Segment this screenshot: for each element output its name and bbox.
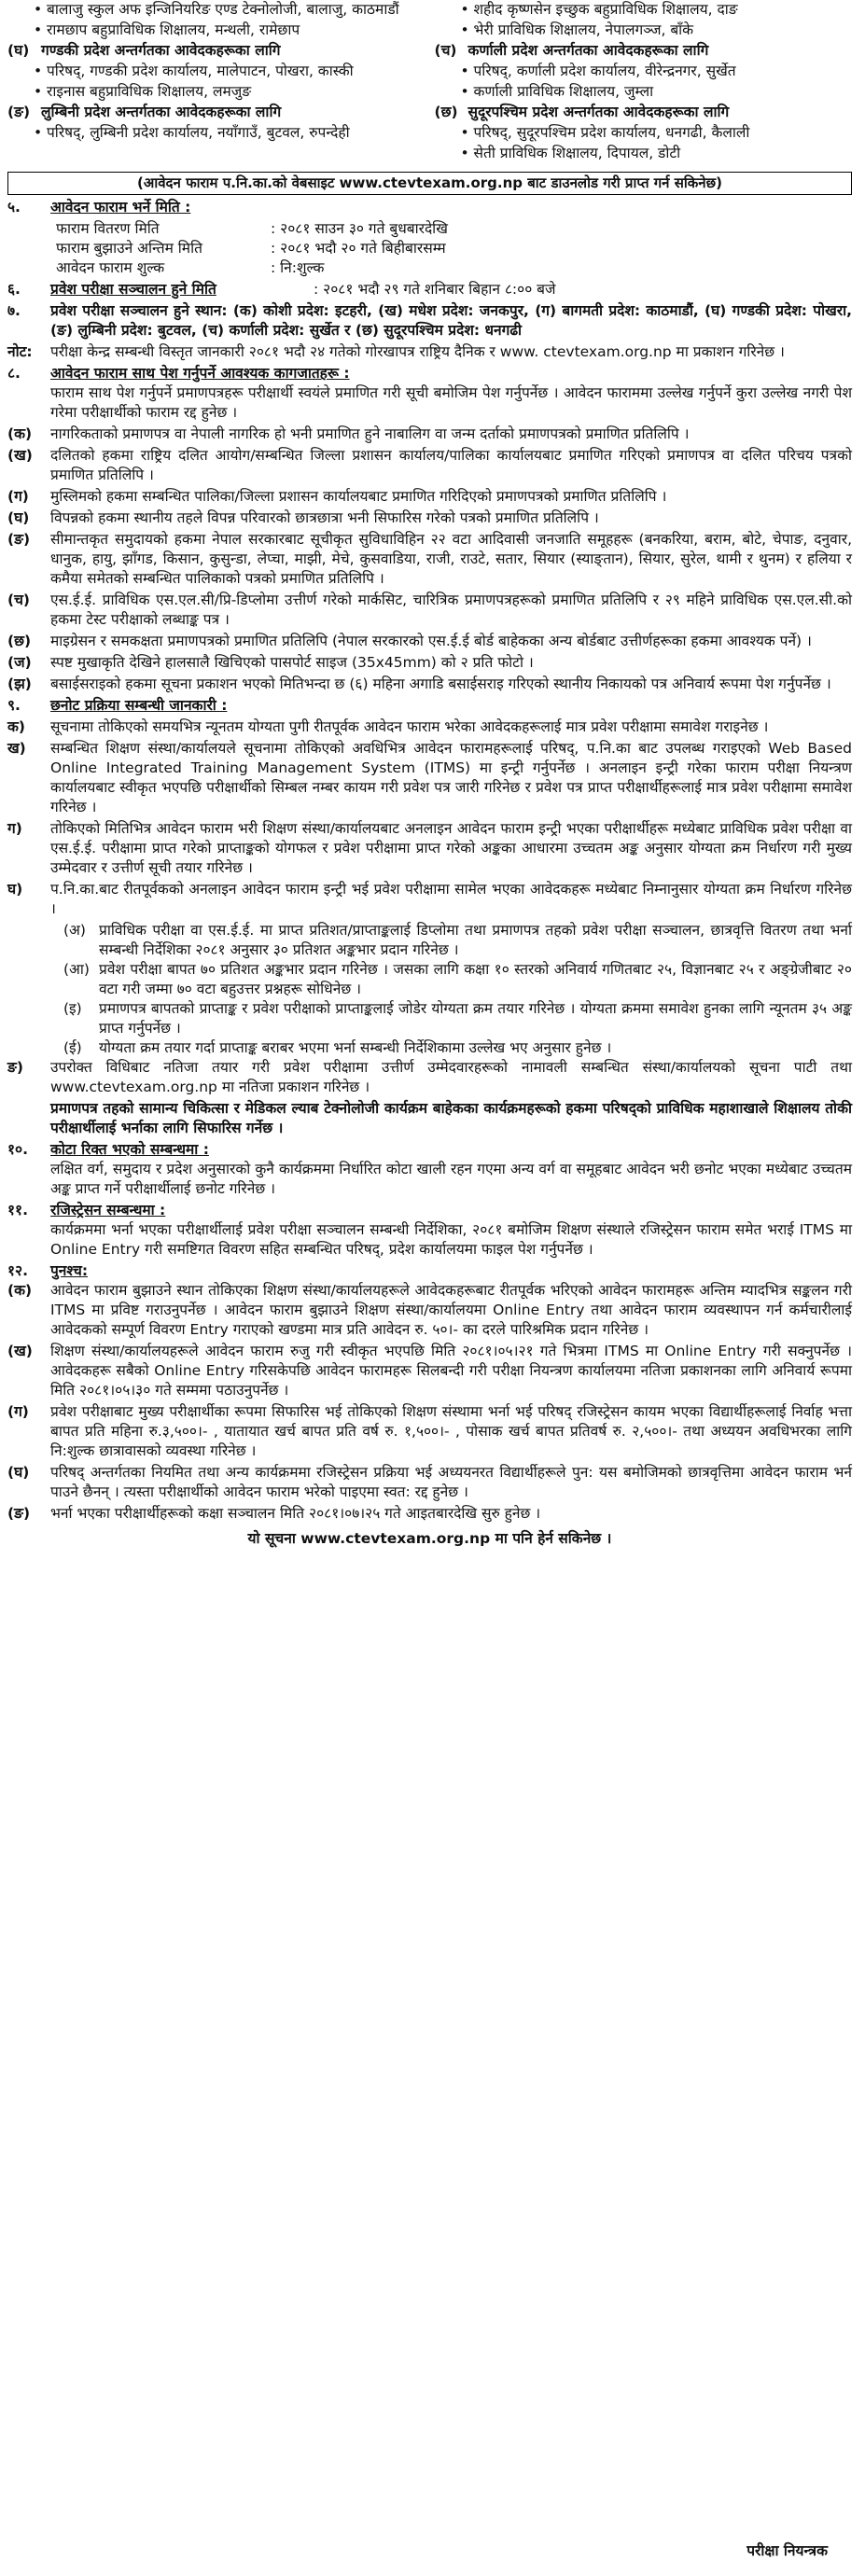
province-mark: (च) <box>434 42 457 59</box>
postscript-list <box>7 1281 852 1524</box>
section-number: ७. <box>7 302 21 319</box>
office-item <box>435 144 853 163</box>
section-11-text <box>7 1220 852 1260</box>
office-name: • शहीद कृष्णसेन इच्छुक बहुप्राविधिक शिक्षालय, दाङ <box>473 1 738 18</box>
office-name: • राइनास बहुप्राविधिक शिक्षालय, लमजुङ <box>47 83 252 100</box>
office-name: • परिषद्, सुदूरपश्चिम प्रदेश कार्यालय, धनगढी, कैलाली <box>473 124 750 141</box>
item-marker: (ख) <box>7 1343 33 1359</box>
section-12-heading <box>7 1261 852 1281</box>
item-marker: (ङ) <box>7 531 31 548</box>
province-heading <box>435 41 853 61</box>
item-marker: (ई) <box>63 1039 82 1056</box>
province-mark: (ङ) <box>7 104 31 120</box>
section-9-tail <box>7 1099 852 1138</box>
list-item <box>7 1281 852 1340</box>
section-title: कोटा रिक्त भएको सम्बन्धमा : <box>50 1141 209 1158</box>
office-item <box>7 62 426 81</box>
label: आवेदन फाराम शुल्क <box>56 259 165 276</box>
section-number: ६. <box>7 281 21 298</box>
document-list <box>7 425 852 694</box>
item-text: परिषद् अन्तर्गतका नियमित तथा अन्य कार्यक्रममा रजिस्ट्रेसन प्रक्रिया भई अध्ययनरत विद्यार्थीहरूले पुन: यस बमोजिमको छात्रवृत्तिमा आवेदन फाराम भर्न पाउने छैनन् । त्यस्ता परीक्षार्थीको आवेदन फाराम भरेको पाइएमा स्वत: रद्द हुनेछ । <box>50 1464 852 1500</box>
item-marker: (आ) <box>63 961 90 978</box>
office-item <box>435 82 853 102</box>
section-number: ८. <box>7 365 21 382</box>
item-text: प्रमाणपत्र बापतको प्राप्ताङ्क र प्रवेश परीक्षाको प्राप्ताङ्कलाई जोडेर योग्यता क्रम तयार गरिनेछ । योग्यता क्रममा समावेश हुनका लागि न्यूनतम ३५ अङ्क प्राप्त गर्नुपर्नेछ । <box>99 1000 852 1037</box>
download-notice-box: (आवेदन फाराम प.नि.का.को वेबसाइट www.ctevtexam.org.np बाट डाउनलोड गरी प्राप्त गर्न सकिनेछ) <box>7 172 852 195</box>
label: फाराम वितरण मिति <box>56 220 160 237</box>
selection-sub-list <box>7 921 852 1058</box>
list-item <box>7 530 852 589</box>
list-item <box>7 880 852 919</box>
item-marker: (झ) <box>7 675 32 692</box>
exam-venues: प्रवेश परीक्षा सञ्चालन हुने स्थान: (क) कोशी प्रदेश: इटहरी, (ख) मधेश प्रदेश: जनकपुर, (ग) बागमती प्रदेश: काठमाडौं, (घ) गण्डकी प्रदेश: पोखरा, (ङ) लुम्बिनी प्रदेश: बुटवल, (च) कर्णाली प्रदेश: सुर्खेत र (छ) सुदूरपश्चिम प्रदेश: धनगढी <box>50 302 852 339</box>
section-8-heading <box>7 364 852 383</box>
list-item <box>7 446 852 485</box>
list-item <box>7 487 852 507</box>
office-name: • परिषद्, कर्णाली प्रदेश कार्यालय, वीरेन्द्रनगर, सुर्खेत <box>473 63 736 79</box>
selection-list <box>7 717 852 919</box>
office-name: • कर्णाली प्राविधिक शिक्षालय, जुम्ला <box>473 83 654 100</box>
item-marker: (क) <box>7 425 33 442</box>
signature: परीक्षा नियन्त्रक <box>746 2542 828 2559</box>
section-number: १२. <box>7 1262 29 1279</box>
province-title: कर्णाली प्रदेश अन्तर्गतका आवेदकहरूका लागि <box>467 42 709 59</box>
office-item <box>7 0 426 20</box>
item-text: नागरिकताको प्रमाणपत्र वा नेपाली नागरिक हो भनी प्रमाणित हुने नाबालिग वा जन्म दर्ताको प्रमाणपत्रको प्रमाणित प्रतिलिपि । <box>50 425 690 442</box>
list-item <box>7 675 852 694</box>
form-fee-row <box>7 258 852 278</box>
province-title: सुदूरपश्चिम प्रदेश अन्तर्गतका आवेदकहरूका लागि <box>467 104 730 120</box>
item-text: सीमान्तकृत समुदायको हकमा नेपाल सरकारबाट सूचीकृत सुविधाविहिन २२ वटा आदिवासी जनजाति समूहहरू (बनकरिया, बराम, बोटे, चेपाङ, दनुवार, धानुक, हायु, झाँगड, किसान, कुसुन्डा, लेप्चा, माझी, मेचे, कुसवाडिया, राजी, राउटे, सतार, सियार (स्याङ्तान), सियार, सुरेल, थामी र थुनम) र हलिया र कमैया समेतको सम्बन्धित पालिकाको पत्रको प्रमाणित प्रतिलिपि । <box>50 531 852 587</box>
item-text: योग्यता क्रम तयार गर्दा प्राप्ताङ्क बराबर भएमा भर्ना सम्बन्धी निर्देशिकामा उल्लेख भए अनुसार हुनेछ । <box>99 1039 612 1056</box>
item-text: प्राविधिक परीक्षा वा एस.ई.ई. मा प्राप्त प्रतिशत/प्राप्ताङ्कलाई डिप्लोमा तथा प्रमाणपत्र तहको प्रवेश परीक्षा सञ्चालन, छात्रवृत्ति वितरण तथा भर्ना सम्बन्धी निर्देशिका २०८१ अनुसार ३० प्रतिशत अङ्कभार प्रदान गरिनेछ । <box>99 922 852 958</box>
section-title: छनोट प्रक्रिया सम्बन्धी जानकारी : <box>50 697 228 714</box>
note-label: नोट: <box>7 343 33 360</box>
section-10-heading <box>7 1140 852 1160</box>
office-item <box>435 62 853 81</box>
item-marker: (च) <box>7 592 31 608</box>
paragraph: फाराम साथ पेश गर्नुपर्ने प्रमाणपत्रहरू परीक्षार्थी स्वयंले प्रमाणित गरी सूची बमोजिम पेश गर्नुपर्नेछ । आवेदन फाराममा उल्लेख गर्नुपर्ने कुरा उल्लेख नगरी पेश गरेमा परीक्षार्थीको फाराम रद्द हुनेछ । <box>50 384 852 421</box>
office-item <box>7 82 426 102</box>
item-marker: (इ) <box>63 1000 82 1017</box>
item-marker: घ) <box>7 881 23 898</box>
list-item <box>7 1058 852 1097</box>
sub-item <box>7 921 852 960</box>
item-text: तोकिएको मितिभित्र आवेदन फाराम भरी शिक्षण संस्था/कार्यालयबाट अनलाइन आवेदन फाराम इन्ट्री भएका परीक्षार्थीहरू मध्येबाट प्राविधिक प्रवेश परीक्षा वा एस.ई.ई. परीक्षामा प्राप्त गरेको प्राप्ताङ्कको योगफल र प्रवेश परीक्षामा प्राप्त गरेको अङ्कका आधारमा उच्चतम अङ्क अनुसार योग्यता क्रम निर्धारण गरी मुख्य उम्मेदवार र उत्तीर्ण सूची तयार गरिनेछ । <box>50 820 852 876</box>
province-heading <box>7 41 426 61</box>
item-text: सूचनामा तोकिएको समयभित्र न्यूनतम योग्यता पुगी रीतपूर्वक आवेदन फाराम भरेका आवेदकहरूलाई मात्र प्रवेश परीक्षामा समावेश गराइनेछ । <box>50 718 769 735</box>
office-name: • सेती प्राविधिक शिक्षालय, दिपायल, डोटी <box>473 145 681 161</box>
section-title: पुनश्च: <box>50 1262 89 1279</box>
office-name: • बालाजु स्कुल अफ इन्जिनियरिङ एण्ड टेक्नोलोजी, बालाजु, काठमाडौं <box>47 1 399 18</box>
section-number: ११. <box>7 1202 29 1218</box>
label: फाराम बुझाउने अन्तिम मिति <box>56 240 202 257</box>
sub-item <box>7 1038 852 1058</box>
list-item <box>7 1504 852 1524</box>
item-text: आवेदन फाराम बुझाउने स्थान तोकिएका शिक्षण संस्था/कार्यालयहरूले आवेदकहरूबाट रीतपूर्वक भरिएको आवेदन फारामहरू अन्तिम म्यादभित्र सङ्कलन गरी ITMS मा प्रविष्ट गराउनुपर्नेछ । आवेदन फाराम बुझाउने शिक्षण संस्था/कार्यालयमा Online Entry तथा आवेदन फाराम व्यवस्थापन गर्न कर्मचारीलाई आवेदकको सम्पूर्ण विवरण Entry गराएको खण्डमा मात्र प्रति आवेदन रु. ५०।- का दरले पारिश्रमिक प्रदान गरिनेछ । <box>50 1282 852 1338</box>
list-item <box>7 632 852 651</box>
item-marker: (घ) <box>7 509 30 526</box>
list-item <box>7 1463 852 1502</box>
section-title: आवेदन फाराम भर्ने मिति : <box>50 199 191 216</box>
item-marker: क) <box>7 718 25 735</box>
province-title: गण्डकी प्रदेश अन्तर्गतका आवेदकहरूका लागि <box>41 42 281 59</box>
sub-item <box>7 960 852 999</box>
section-number: ५. <box>7 199 21 216</box>
province-mark: (घ) <box>7 42 30 59</box>
section-title: आवेदन फाराम साथ पेश गर्नुपर्ने आवश्यक कागजातहरू : <box>50 365 350 382</box>
item-text: दलितको हकमा राष्ट्रिय दलित आयोग/सम्बन्धित जिल्ला प्रशासन कार्यालय/पालिका कार्यालयबाट प्रमाणित गरिएको प्रमाणपत्र वा दलित परिचय पत्रको प्रमाणित प्रतिलिपि । <box>50 447 852 483</box>
section-number: ९. <box>7 697 21 714</box>
paragraph: कार्यक्रममा भर्ना भएका परीक्षार्थीलाई प्रवेश परीक्षा सञ्चालन सम्बन्धी निर्देशिका, २०८१ बमोजिम शिक्षण संस्थाले रजिस्ट्रेसन फाराम समेत भराई ITMS मा Online Entry गरी समष्टिगत विवरण सहित सम्बन्धित परिषद्, प्रदेश कार्यालयमा फाइल पेश गर्नुपर्नेछ । <box>50 1221 852 1258</box>
section-title: प्रवेश परीक्षा सञ्चालन हुने मिति <box>50 281 216 298</box>
section-title: रजिस्ट्रेसन सम्बन्धमा : <box>50 1202 166 1218</box>
item-text: विपन्नको हकमा स्थानीय तहले विपन्न परिवारको छात्रछात्रा भनी सिफारिस गरेको पत्रको प्रमाणित प्रतिलिपि । <box>50 509 599 526</box>
item-marker: ख) <box>7 740 26 757</box>
item-text: स्पष्ट मुखाकृति देखिने हालसालै खिचिएको पासपोर्ट साइज (35x45mm) को २ प्रति फोटो । <box>50 654 534 671</box>
office-item <box>435 123 853 143</box>
section-9-heading <box>7 696 852 716</box>
office-item <box>435 0 853 20</box>
section-8-intro <box>7 383 852 423</box>
office-name: • भेरी प्राविधिक शिक्षालय, नेपालगञ्ज, बाँके <box>473 21 694 38</box>
item-text: बसाईसराइको हकमा सूचना प्रकाशन भएको मितिभन्दा छ (६) महिना अगाडि बसाईसराइ गरिएको स्थानीय निकायको पत्र अनिवार्य रूपमा पेश गर्नुपर्नेछ । <box>50 675 831 692</box>
section-number: १०. <box>7 1141 29 1158</box>
province-title: लुम्बिनी प्रदेश अन्तर्गतका आवेदकहरूका लागि <box>41 104 282 120</box>
item-marker: (घ) <box>7 1464 30 1481</box>
item-marker: ङ) <box>7 1059 23 1076</box>
section-5-heading <box>7 198 852 217</box>
list-item <box>7 1402 852 1461</box>
item-text: भर्ना भएका परीक्षार्थीहरूको कक्षा सञ्चालन मिति २०८१।०७।२५ गते आइतबारदेखि सुरु हुनेछ । <box>50 1505 541 1522</box>
value: : २०८१ साउन ३० गते बुधबारदेखि <box>271 220 448 237</box>
office-name: • परिषद्, गण्डकी प्रदेश कार्यालय, मालेपाटन, पोखरा, कास्की <box>47 63 354 79</box>
form-date-row <box>7 219 852 239</box>
office-list <box>7 0 852 164</box>
item-marker: (क) <box>7 1282 33 1299</box>
section-6 <box>7 280 852 299</box>
item-marker: (ज) <box>7 654 32 671</box>
office-item <box>7 21 426 40</box>
exam-date: : २०८१ भदौ २९ गते शनिबार बिहान ८:०० बजे <box>314 281 556 298</box>
list-item <box>7 591 852 630</box>
selection-list-cont <box>7 1058 852 1097</box>
section-7 <box>7 301 852 341</box>
item-text: प्रवेश परीक्षाबाट मुख्य परीक्षार्थीका रूपमा सिफारिस भई तोकिएको शिक्षण संस्थामा भर्ना भई परिषद् रजिस्ट्रेसन कायम भएका विद्यार्थीहरूलाई निर्वाह भत्ता बापत प्रति महिना रु.३,५००।- , यातायात खर्च बापत प्रति वर्ष रु. १,५००।- , पोसाक खर्च बापत प्रतिवर्ष रु. २,५००।- तथा अध्ययन अवधिभरका लागि नि:शुल्क छात्रावासको व्यवस्था गरिनेछ । <box>50 1403 852 1459</box>
list-item <box>7 819 852 878</box>
section-10-text <box>7 1160 852 1199</box>
office-item <box>7 123 426 143</box>
office-list-right <box>435 0 853 164</box>
list-item <box>7 425 852 444</box>
office-name: • परिषद्, लुम्बिनी प्रदेश कार्यालय, नयाँगाउँ, बुटवल, रुपन्देही <box>47 124 350 141</box>
province-mark: (छ) <box>434 104 458 120</box>
paragraph: लक्षित वर्ग, समुदाय र प्रदेश अनुसारको कुनै कार्यक्रममा निर्धारित कोटा खाली रहन गएमा अन्य वर्ग वा समूहबाट आवेदन भरी छनोट भएका मध्येबाट उच्चतम अङ्क प्राप्त गर्ने परीक्षार्थीलाई छनोट गरिनेछ । <box>50 1161 852 1197</box>
item-marker: (अ) <box>63 922 86 939</box>
item-text: सम्बन्धित शिक्षण संस्था/कार्यालयले सूचनामा तोकिएको अवधिभित्र आवेदन फारामहरूलाई परिषद्, प.नि.का बाट उपलब्ध गराइएको Web Based Online Integrated Training Management System (ITMS) मा इन्ट्री गर्नुपर्नेछ । अनलाइन इन्ट्री गरेका फाराम परीक्षा नियन्त्रण कार्यालयबाट स्वीकृत भएपछि परीक्षार्थीको सिम्बल नम्बर कायम गरी प्रवेश पत्र जारी गरिनेछ र प्रवेश पत्र प्राप्त परीक्षार्थीहरूलाई मात्र प्रवेश परीक्षामा समावेश गरिनेछ । <box>50 740 852 815</box>
item-marker: (ग) <box>7 1403 29 1420</box>
item-text: शिक्षण संस्था/कार्यालयहरूले आवेदन फाराम रुजु गरी स्वीकृत भएपछि मिति २०८१।०५।२१ गते भित्रमा ITMS मा Online Entry गरी सक्नुपर्नेछ । आवेदकहरू सबैको Online Entry गरिसकेपछि आवेदन फारामहरू सिलबन्दी गरी परीक्षा नियन्त्रण कार्यालयमा नतिजा प्रकाशनका लागि अनिवार्य रूपमा मिति २०८१।०५।३० गते सम्ममा पठाउनुपर्नेछ । <box>50 1343 852 1399</box>
office-name: • रामछाप बहुप्राविधिक शिक्षालय, मन्थली, रामेछाप <box>47 21 300 38</box>
closing-line: यो सूचना www.ctevtexam.org.np मा पनि हेर्न सकिनेछ । <box>247 1530 612 1547</box>
province-heading <box>7 103 426 122</box>
office-item <box>435 21 853 40</box>
item-text: माइग्रेसन र समकक्षता प्रमाणपत्रको प्रमाणित प्रतिलिपि (नेपाल सरकारको एस.ई.ई बोर्ड बाहेकका अन्य बोर्डबाट उत्तीर्णहरूका हकमा आवश्यक पर्ने) । <box>50 633 812 649</box>
item-text: प.नि.का.बाट रीतपूर्वकको अनलाइन आवेदन फाराम इन्ट्री भई प्रवेश परीक्षामा सामेल भएका आवेदकहरू मध्येबाट निम्नानुसार योग्यता क्रम निर्धारण गरिनेछ । <box>50 881 852 917</box>
value: : नि:शुल्क <box>271 259 325 276</box>
item-marker: (ङ) <box>7 1505 31 1522</box>
office-list-left <box>7 0 426 164</box>
item-marker: (छ) <box>7 633 32 649</box>
section-11-heading <box>7 1201 852 1220</box>
item-text: मुस्लिमको हकमा सम्बन्धित पालिका/जिल्ला प्रशासन कार्यालयबाट प्रमाणित गरिदिएको प्रमाणपत्रको प्रमाणित प्रतिलिपि । <box>50 488 667 505</box>
sub-item <box>7 999 852 1038</box>
item-text: प्रवेश परीक्षा बापत ७० प्रतिशत अङ्कभार प्रदान गरिनेछ । जसका लागि कक्षा १० स्तरको अनिवार्य गणितबाट २५, विज्ञानबाट २५ र अङ्ग्रेजीबाट २० वटा गरी जम्मा ७० वटा बहुउत्तर प्रश्नहरू सोधिनेछ । <box>99 961 852 997</box>
form-deadline-row <box>7 239 852 258</box>
list-item <box>7 717 852 737</box>
list-item <box>7 739 852 817</box>
item-marker: (ख) <box>7 447 33 464</box>
item-marker: (ग) <box>7 488 29 505</box>
list-item <box>7 653 852 673</box>
item-text: उपरोक्त विधिबाट नतिजा तयार गरी प्रवेश परीक्षामा उत्तीर्ण उम्मेदवारहरूको नामावली सम्बन्धित संस्था/कार्यालयको सूचना पाटी तथा www.ctevtexam.org.np मा नतिजा प्रकाशन गरिनेछ । <box>50 1059 852 1095</box>
list-item <box>7 508 852 528</box>
item-text: एस.ई.ई. प्राविधिक एस.एल.सी/प्रि-डिप्लोमा उत्तीर्ण गरेको मार्कसिट, चारित्रिक प्रमाणपत्रहरूको प्रमाणित प्रतिलिपि र २९ महिने प्राविधिक एस.एल.सी.को हकमा टेस्ट परीक्षाको लब्धाङ्क पत्र । <box>50 592 852 628</box>
paragraph: प्रमाणपत्र तहको सामान्य चिकित्सा र मेडिकल ल्याब टेक्नोलोजी कार्यक्रम बाहेकका कार्यक्रमहरूको हकमा परिषद्को प्राविधिक महाशाखाले शिक्षालय तोकी परीक्षार्थीलाई भर्नाका लागि सिफारिस गर्नेछ । <box>50 1100 852 1136</box>
province-heading <box>435 103 853 122</box>
value: : २०८१ भदौ २० गते बिहीबारसम्म <box>271 240 446 257</box>
item-marker: ग) <box>7 820 22 837</box>
note-text: परीक्षा केन्द्र सम्बन्धी विस्तृत जानकारी २०८१ भदौ २४ गतेको गोरखापत्र राष्ट्रिय दैनिक र www. ctevtexam.org.np मा प्रकाशन गरिनेछ । <box>50 343 785 360</box>
note <box>7 342 852 362</box>
list-item <box>7 1342 852 1400</box>
